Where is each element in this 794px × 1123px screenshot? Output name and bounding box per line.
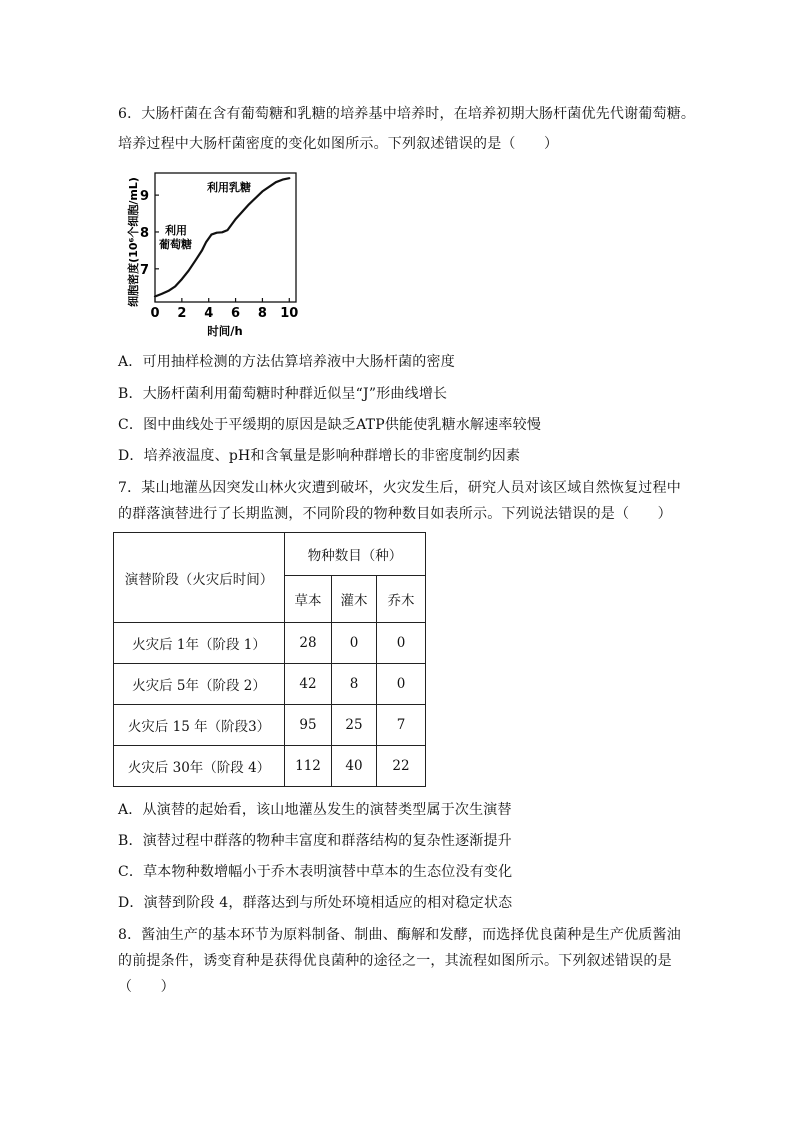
shrub-count: 8 [332,664,377,705]
tree-count: 22 [377,746,426,787]
bacteria-density-chart [118,168,308,340]
x-tick-label: 8 [257,306,267,321]
x-tick-label: 4 [204,306,214,321]
table-row [114,746,426,787]
row-stage: 火灾后 30年（阶段 4） [114,746,285,787]
q8-stem-line3: （ ） [118,979,175,995]
q6-option-d: D．培养液温度、pH和含氧量是影响种群增长的非密度制约因素 [118,448,521,464]
herb-count: 28 [285,623,332,664]
herb-count: 42 [285,664,332,705]
species-group-header: 物种数目（种） [285,533,426,576]
q7-stem-line1: 7．某山地灌丛因突发山林火灾遭到破坏，火灾发生后，研究人员对该区域自然恢复过程中 [118,480,681,496]
tree-count: 0 [377,623,426,664]
q7-option-d: D．演替到阶段 4，群落达到与所处环境相适应的相对稳定状态 [118,895,513,911]
table-row [114,664,426,705]
table-row [114,705,426,746]
shrub-count: 25 [332,705,377,746]
row-stage: 火灾后 15 年（阶段3） [114,705,285,746]
shrub-count: 40 [332,746,377,787]
species-count-table [113,532,426,787]
q7-option-a: A．从演替的起始看，该山地灌丛发生的演替类型属于次生演替 [118,802,512,818]
annotation-glucose-line2: 葡萄糖 [159,238,192,251]
q6-option-a: A．可用抽样检测的方法估算培养液中大肠杆菌的密度 [118,354,455,370]
row-stage: 火灾后 5年（阶段 2） [114,664,285,705]
col-header-tree: 乔木 [377,576,426,623]
q7-stem-line2: 的群落演替进行了长期监测，不同阶段的物种数目如表所示。下列说法错误的是（ ） [118,506,672,522]
table-row [114,623,426,664]
y-tick-label: 8 [139,225,149,241]
q7-option-b: B．演替过程中群落的物种丰富度和群落结构的复杂性逐渐提升 [118,833,512,849]
x-tick-label: 10 [280,306,299,321]
shrub-count: 0 [332,623,377,664]
q6-option-c: C．图中曲线处于平缓期的原因是缺乏ATP供能使乳糖水解速率较慢 [118,417,542,433]
x-tick-label: 0 [150,306,160,321]
x-tick-label: 6 [231,306,241,321]
q8-stem-line2: 的前提条件，诱变育种是获得优良菌种的途径之一，其流程如图所示。下列叙述错误的是 [118,953,672,969]
col-header-herb: 草本 [285,576,332,623]
y-tick-label: 9 [139,189,149,205]
x-tick-label: 2 [177,306,187,321]
annotation-lactose: 利用乳糖 [207,181,251,194]
col-header-shrub: 灌木 [332,576,377,623]
q8-stem-line1: 8．酱油生产的基本环节为原料制备、制曲、酶解和发酵，而选择优良菌种是生产优质酱油 [118,927,681,943]
q6-stem-line1: 6．大肠杆菌在含有葡萄糖和乳糖的培养基中培养时，在培养初期大肠杆菌优先代谢葡萄糖。 [118,106,696,122]
herb-count: 112 [285,746,332,787]
y-axis-label: 细胞密度(10⁶个细胞/mL) [127,177,140,307]
herb-count: 95 [285,705,332,746]
q6-stem-line2: 培养过程中大肠杆菌密度的变化如图所示。下列叙述错误的是（ ） [118,136,559,152]
y-tick-label: 7 [139,262,149,278]
q7-option-c: C．草本物种数增幅小于乔木表明演替中草本的生态位没有变化 [118,864,513,880]
tree-count: 0 [377,664,426,705]
x-axis-label: 时间/h [207,324,243,338]
tree-count: 7 [377,705,426,746]
annotation-glucose-line1: 利用 [165,224,187,237]
row-stage: 火灾后 1年（阶段 1） [114,623,285,664]
stage-header: 演替阶段（火灾后时间） [114,533,285,623]
q6-option-b: B．大肠杆菌利用葡萄糖时种群近似呈“J”形曲线增长 [118,386,448,402]
